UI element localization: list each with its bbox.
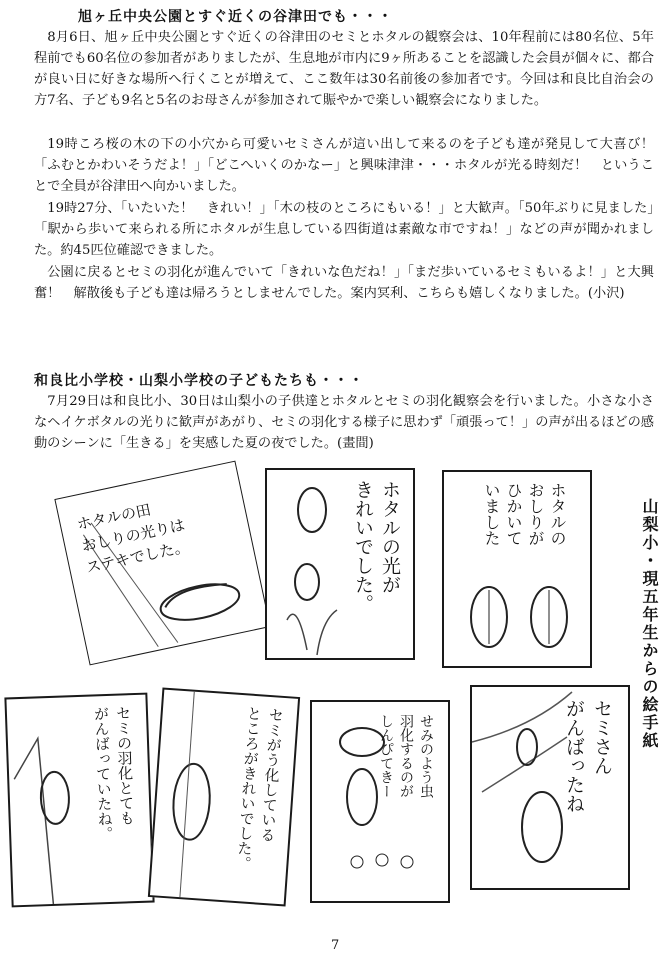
card-3-text: ホタルの おしりが ひかいて いました	[482, 482, 567, 546]
paragraph-schools: 7月29日は和良比小、30日は山梨小の子供達とホタルとセミの羽化観察会を行いました。小さな小さなヘイケボタルの光りに歓声があがり、セミの羽化する様子に思わず「頑張って！」の声が出るほどの感動のシーンに「生きる」を実感した夏の夜でした。(畫間)	[34, 394, 654, 451]
card-4-text: セミの羽化とても がんばっていたね。	[91, 705, 136, 842]
card-2-text: ホタルの光が きれいでした。	[352, 480, 401, 613]
section-title-schools: 和良比小学校・山梨小学校の子どもたちも・・・	[34, 373, 364, 389]
card-7-text: セミさん がんばったね	[563, 699, 613, 813]
card-1-text: ホタルの田 おしりの光りは ステキでした。	[75, 500, 191, 577]
section-title-yatsuda: 旭ヶ丘中央公園とすぐ近くの谷津田でも・・・	[78, 9, 393, 25]
drawing-card-7	[470, 685, 630, 890]
paragraph-4: 公園に戻るとセミの羽化が進んでいて「きれいな色だね！」「まだ歩いているセミもいるよ！」と大興奮！ 解散後も子ども達は帰ろうとしませんでした。案内冥利、こちらも嬉しくなりました。(小沢)	[34, 265, 654, 301]
card-6-text: せみのよう虫 羽化するのが しんぴてきー	[378, 714, 434, 798]
paragraph-1: 8月6日、旭ヶ丘中央公園とすぐ近くの谷津田のセミとホタルの観察会は、10年程前には80名位、5年程前でも60名位の参加者がありましたが、生息地が市内に9ヶ所あることを認識した会員が個々に、都合が良い日に好きな場所へ行くことが増えて、ここ数年は30名前後の参加者です。今回は和良比自治会の方7名、子ども9名と5名のお母さんが参加されて賑やかで楽しい観察会になりました。	[34, 30, 654, 108]
drawing-card-2	[265, 468, 415, 660]
drawing-card-3	[442, 470, 592, 668]
drawing-card-1	[54, 461, 270, 666]
paragraph-2: 19時ころ桜の木の下の小穴から可愛いセミさんが這い出して来るのを子ども達が発見して大喜び！「ふむとかわいそうだよ！」「どこへいくのかなー」と興味津津・・・ホタルが光る時刻だ！ ということで全員が谷津田へ向かいました。	[34, 137, 654, 194]
drawing-card-5	[148, 687, 300, 906]
drawing-card-6	[310, 700, 450, 903]
page-number: 7	[331, 938, 340, 953]
paragraph-3: 19時27分、「いたいた！ きれい！」「木の枝のところにもいる！」と大歓声。「50年ぶりに見ました」「駅から歩いて来られる所にホタルが生息している四街道は素敵な市ですね！」などの声が聞かれました。約45匹位確認できました。	[34, 201, 654, 258]
card-5-text: セミがう化している ところがきれいでした。	[233, 705, 286, 872]
side-caption: 山梨小・現五年生からの絵手紙	[640, 498, 659, 750]
drawing-card-4	[4, 693, 154, 908]
